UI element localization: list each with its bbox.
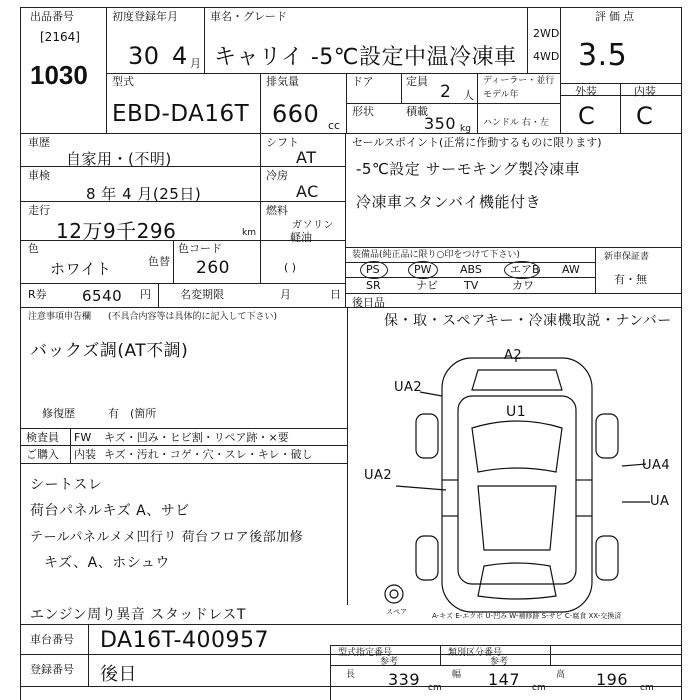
airbag-circle — [504, 261, 540, 279]
shift-label: シフト — [266, 136, 299, 149]
ps-circle — [360, 261, 388, 279]
name-change-label: 名変期限 — [180, 288, 224, 301]
diagram-ua4: UA4 — [642, 458, 671, 473]
equip-tv: TV — [464, 279, 479, 292]
grade-value: 3.5 — [578, 38, 628, 73]
history-label: 車歴 — [28, 136, 50, 149]
first-reg-year: 30 — [128, 42, 160, 70]
sales-point-label: セールスポイント(正常に作動するものに限ります) — [352, 136, 602, 149]
equipment-label: 装備品(純正品に限り○印をつけて下さい) — [352, 250, 520, 260]
displacement-value: 660 — [272, 100, 320, 128]
interior-value: C — [636, 102, 654, 130]
sales-point-line1: -5℃設定 サーモキング製冷凍車 — [356, 160, 581, 178]
color-code: 260 — [196, 258, 230, 278]
load-value: 350 — [424, 114, 457, 133]
memo-line4: キズ、A、ホシュウ — [44, 555, 170, 571]
reg-value: 後日 — [100, 664, 137, 685]
fuel-other: ( ) — [284, 261, 297, 274]
pw-circle — [408, 261, 438, 279]
dims-height: 196 — [596, 670, 629, 689]
first-reg-month: 4 — [172, 42, 188, 70]
diagram-u1: U1 — [506, 404, 527, 420]
lot-code: [2164] — [40, 30, 80, 44]
name-change-day: 日 — [330, 288, 341, 301]
warranty-value: 有・無 — [614, 273, 647, 286]
model-year-label: モデル年 — [483, 90, 519, 100]
repair-place: (箇所 — [130, 407, 157, 420]
recycle-label: R券 — [28, 288, 47, 301]
interior-label: 内装 — [634, 85, 656, 98]
dims-width-label: 幅 — [452, 670, 462, 680]
color-code-label: 色コード — [178, 242, 222, 255]
memo-line5: エンジン周り異音 スタッドレスT — [30, 607, 246, 623]
exterior-check-items: キズ・凹み・ヒビ割・リペア跡・×要 — [104, 431, 289, 444]
type-spec-label: 型式指定番号 — [338, 648, 393, 658]
remarks-value: 保・取・スペアキー・冷凍機取説・ナンバー — [384, 313, 672, 329]
equip-abs: ABS — [460, 263, 482, 276]
inspection-label: 車検 — [28, 169, 50, 182]
fuel-label: 燃料 — [266, 204, 288, 217]
first-reg-month-unit: 月 — [190, 57, 201, 70]
ac-label: 冷房 — [266, 169, 288, 182]
exterior-label: 外装 — [575, 85, 597, 98]
repair-has: 有 — [108, 407, 119, 420]
ac-value: AC — [296, 182, 319, 201]
exterior-check-tag: FW — [74, 431, 92, 444]
diagram-spare: スペア — [386, 608, 407, 616]
equip-navi: ナビ — [416, 279, 438, 292]
equip-airbag: エアB — [510, 263, 540, 276]
equip-leather: カワ — [512, 279, 534, 292]
first-reg-label: 初度登録年月 — [112, 10, 178, 23]
equip-sr: SR — [366, 279, 381, 292]
class-spec-ref: 参考 — [490, 657, 509, 667]
load-unit: kg — [460, 124, 471, 134]
interior-check-label: 内装 — [74, 448, 96, 461]
exterior-value: C — [578, 102, 596, 130]
dims-width: 147 — [488, 670, 521, 689]
dims-length-unit: cm — [428, 683, 442, 693]
recycle-unit: 円 — [140, 288, 151, 301]
equip-ps: PS — [366, 263, 380, 276]
inspection-value: 8 年 4 月(25日) — [86, 185, 202, 203]
capacity-unit: 人 — [463, 89, 474, 102]
grade-label: 評価点 — [595, 10, 637, 23]
damage-legend: A-キズ E-エクボ U-凹み W-補修跡 S-サビ C-腐食 XX-交換済 — [432, 612, 622, 620]
memo-line2: 荷台パネルキズ A、サビ — [30, 503, 190, 519]
handle-label: ハンドル 右・左 — [483, 118, 549, 128]
dims-length: 339 — [388, 670, 421, 689]
diagram-ua2-top: UA2 — [394, 380, 423, 395]
mileage-unit: km — [242, 228, 256, 238]
lot-label: 出品番号 — [30, 10, 74, 23]
repair-label: 修復歴 — [42, 407, 75, 420]
type-spec-ref: 参考 — [380, 657, 399, 667]
history-value: 自家用・(不明) — [66, 150, 172, 168]
notes-value: バックズ調(AT不調) — [30, 341, 189, 361]
sales-point-line2: 冷凍車スタンバイ機能付き — [356, 193, 541, 211]
memo-line1: シートスレ — [30, 477, 103, 493]
drive-4wd: 4WD — [533, 50, 560, 63]
memo-line3: テールパネルメメ凹行リ 荷台フロア後部加修 — [30, 530, 304, 545]
color-label: 色 — [28, 242, 39, 255]
diagram-ua2-left: UA2 — [364, 468, 393, 483]
mileage-label: 走行 — [28, 204, 50, 217]
notes-sub: (不具合内容等は具体的に記入して下さい) — [108, 312, 278, 322]
dims-width-unit: cm — [532, 683, 546, 693]
shape-label: 形状 — [352, 105, 374, 118]
repaint-label: 色替 — [148, 255, 170, 268]
fuel-diesel: 軽油 — [290, 231, 312, 244]
class-spec-label: 類別区分番号 — [448, 648, 503, 658]
chassis-value: DA16T-400957 — [100, 628, 269, 653]
dims-height-label: 高 — [556, 670, 566, 680]
capacity-value: 2 — [440, 82, 452, 102]
equip-pw: PW — [414, 263, 432, 276]
interior-check-items: キズ・汚れ・コゲ・穴・スレ・キレ・破し — [104, 448, 313, 461]
capacity-label: 定員 — [406, 75, 428, 88]
lot-number: 1030 — [30, 60, 88, 90]
reg-label: 登録番号 — [30, 663, 74, 676]
diagram-a2: A2 — [504, 348, 523, 363]
dims-height-unit: cm — [640, 683, 654, 693]
name-label: 車名・グレード — [210, 10, 287, 23]
model-label: 型式 — [112, 75, 134, 88]
warranty-label: 新車保証書 — [604, 252, 650, 262]
recycle-value: 6540 — [82, 287, 123, 305]
displacement-label: 排気量 — [266, 75, 299, 88]
dims-length-label: 長 — [346, 670, 356, 680]
displacement-unit: cc — [328, 119, 341, 132]
buyer-label: ご購入 — [26, 448, 59, 461]
car-name: キャリイ -5℃設定中温冷凍車 — [214, 45, 517, 70]
name-change-month: 月 — [280, 288, 291, 301]
drive-2wd: 2WD — [533, 27, 560, 40]
model-value: EBD-DA16T — [112, 101, 250, 127]
chassis-label: 車台番号 — [30, 633, 74, 646]
color-value: ホワイト — [50, 260, 112, 278]
notes-label: 注意事項申告欄 — [28, 312, 92, 322]
diagram-ua: UA — [650, 494, 670, 509]
inspector-label: 検査員 — [26, 431, 59, 444]
shift-value: AT — [296, 148, 317, 167]
doors-label: ドア — [352, 75, 374, 88]
remarks-label: 後日品 — [352, 296, 385, 309]
mileage-value: 12万9千296 — [56, 219, 177, 243]
dealer-label: ディーラー・並行 — [483, 76, 555, 86]
load-label: 積載 — [406, 105, 428, 118]
fuel-gas: ガソリン — [292, 220, 334, 231]
equip-aw: AW — [562, 263, 580, 276]
